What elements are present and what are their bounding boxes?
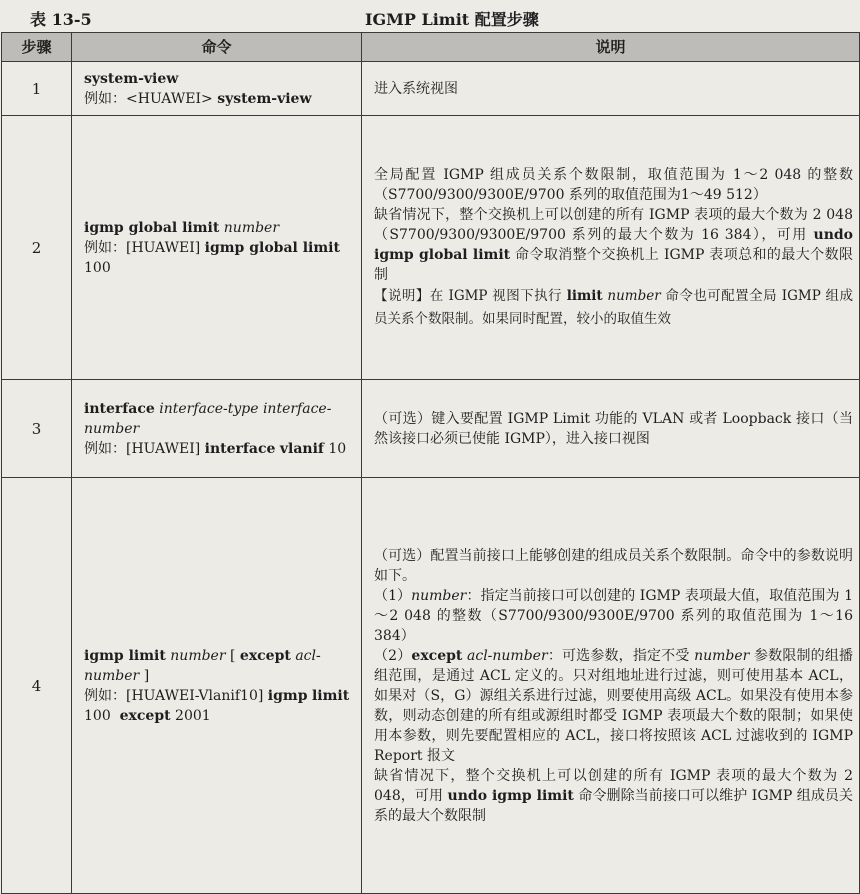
command-syntax: interface interface-type interface-number	[84, 400, 332, 437]
table-row	[2, 478, 860, 894]
command-syntax: igmp limit number [ except acl-number ]	[84, 647, 321, 684]
command-example: 例如：<HUAWEI> system-view	[84, 90, 312, 107]
command-cell	[72, 62, 362, 116]
description-paragraph: 全局配置 IGMP 组成员关系个数限制，取值范围为 1～2 048 的整数（S7700/9300/9300E/9700 系列的取值范围为1～49 512）	[374, 166, 853, 203]
table-title: IGMP Limit 配置步骤	[365, 10, 539, 29]
description-paragraph: 缺省情况下，整个交换机上可以创建的所有 IGMP 表项的最大个数为 2 048（S7700/9300/9300E/9700 系列的最大个数为 16 384），可用 undo igmp global limit 命令取消整个交换机上 IGMP 表项总和的最大个数限制	[374, 206, 853, 283]
header-description: 说明	[362, 33, 860, 62]
description-paragraph: （可选）配置当前接口上能够创建的组成员关系个数限制。命令中的参数说明如下。	[374, 547, 853, 584]
command-example: 例如：[HUAWEI-Vlanif10] igmp limit 100 except 2001	[84, 687, 350, 724]
step-number: 3	[2, 380, 72, 478]
description-paragraph: （1）number：指定当前接口可以创建的 IGMP 表项最大值，取值范围为 1～2 048 的整数（S7700/9300/9300E/9700 系列的取值范围为 1～16 384）	[374, 587, 853, 644]
table-row	[2, 380, 860, 478]
step-number: 4	[2, 478, 72, 894]
table-caption	[0, 0, 860, 32]
description-paragraph: （2）except acl-number：可选参数，指定不受 number 参数限制的组播组范围，是通过 ACL 定义的。只对组地址进行过滤，则可使用基本 ACL，如果对（S，G）源组关系进行过滤，则要使用高级 ACL。如果没有使用本参数，则动态创建的所有组或源组时都受 IGMP 表项最大个数的限制；如果使用本参数，则先要配置相应的 ACL，接口将按照该 ACL 过滤收到的 IGMP Report 报文	[374, 647, 853, 764]
step-number: 2	[2, 116, 72, 380]
config-steps-table	[1, 32, 860, 894]
header-command: 命令	[72, 33, 362, 62]
description-cell	[362, 478, 860, 894]
step-number: 1	[2, 62, 72, 116]
table-header-row	[2, 33, 860, 62]
table-row	[2, 116, 860, 380]
command-example: 例如：[HUAWEI] interface vlanif 10	[84, 440, 347, 457]
command-example: 例如：[HUAWEI] igmp global limit 100	[84, 239, 340, 276]
command-cell	[72, 380, 362, 478]
command-cell	[72, 478, 362, 894]
header-step: 步骤	[2, 33, 72, 62]
command-syntax: system-view	[84, 70, 179, 87]
command-cell	[72, 116, 362, 380]
description-cell: 进入系统视图	[362, 62, 860, 116]
description-paragraph: 缺省情况下，整个交换机上可以创建的所有 IGMP 表项的最大个数为 2 048，可用 undo igmp limit 命令删除当前接口可以维护 IGMP 组成员关系的最大个数限制	[374, 767, 853, 824]
command-syntax: igmp global limit number	[84, 219, 280, 236]
table-row	[2, 62, 860, 116]
note-paragraph: 【说明】在 IGMP 视图下执行 limit number 命令也可配置全局 IGMP 组成员关系个数限制。如果同时配置，较小的取值生效	[374, 287, 853, 327]
table-number: 表 13-5	[30, 10, 92, 29]
description-cell	[362, 116, 860, 380]
description-cell: （可选）键入要配置 IGMP Limit 功能的 VLAN 或者 Loopback 接口（当然该接口必须已使能 IGMP），进入接口视图	[362, 380, 860, 478]
